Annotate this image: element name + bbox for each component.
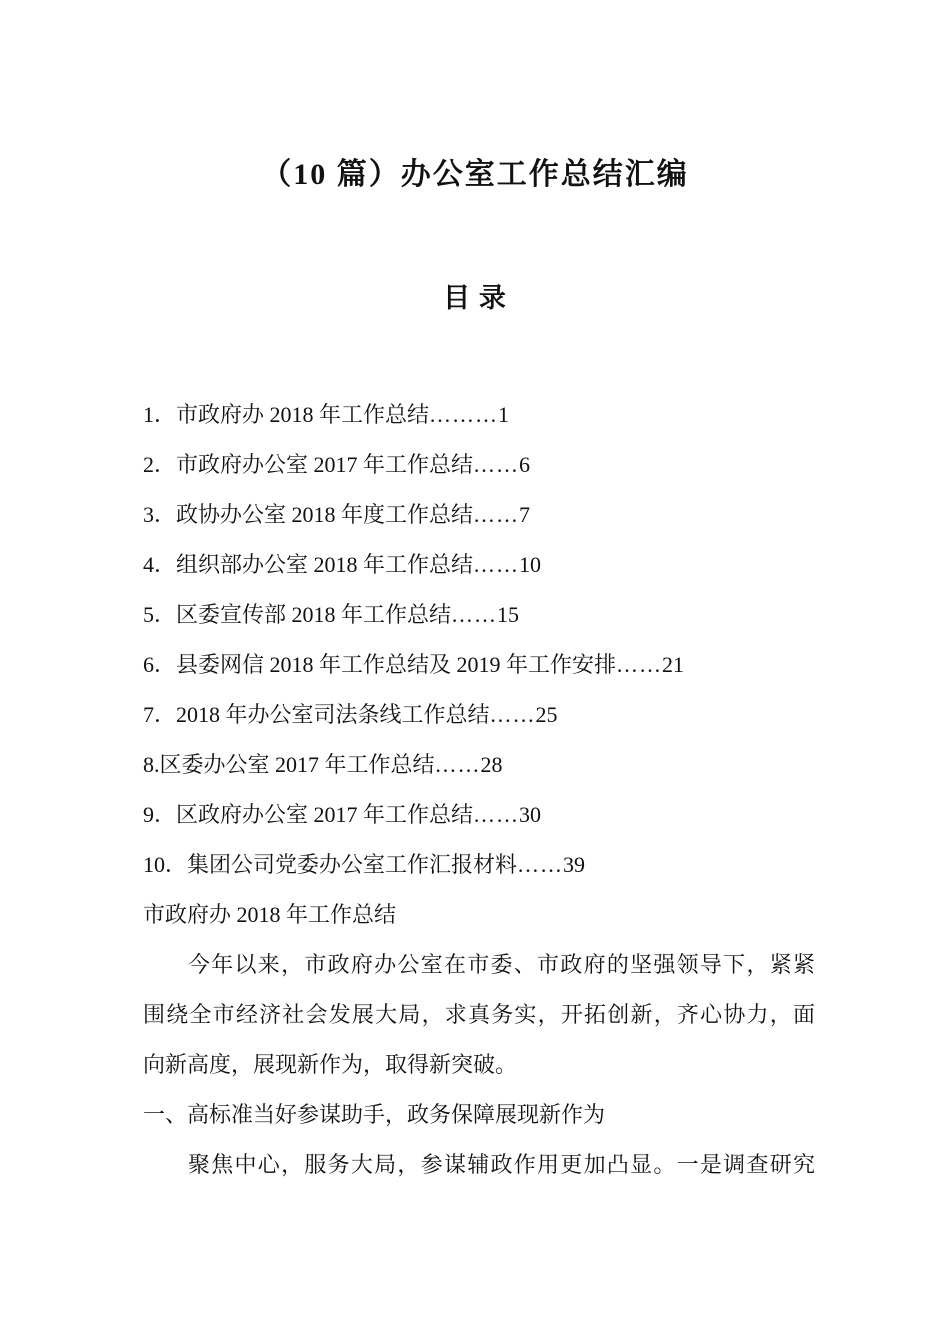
toc-page-number: 6: [519, 452, 531, 477]
toc-page-number: 7: [519, 502, 531, 527]
toc-item: [143, 490, 815, 540]
toc-page-number: 25: [535, 702, 558, 727]
toc-page-number: 10: [519, 552, 542, 577]
toc-item: [143, 540, 815, 590]
toc-item: [143, 790, 815, 840]
toc-item-text: 1．市政府办 2018 年工作总结: [143, 402, 430, 427]
toc-item-text: 4．组织部办公室 2018 年工作总结: [143, 552, 474, 577]
toc-leader-dots: ……: [473, 452, 520, 477]
toc-item: [143, 390, 815, 440]
toc-heading: 目 录: [443, 283, 507, 313]
toc-leader-dots: ……: [451, 602, 498, 627]
toc-item: [143, 640, 815, 690]
toc-item-text: 7．2018 年办公室司法条线工作总结: [143, 702, 490, 727]
section-heading: 一、高标准当好参谋助手，政务保障展现新作为: [143, 1102, 606, 1127]
paragraph-line: 围绕全市经济社会发展大局，求真务实，开拓创新，齐心协力，面: [143, 1002, 815, 1027]
toc-item-text: 10．集团公司党委办公室工作汇报材料: [143, 852, 518, 877]
toc-page-number: 15: [497, 602, 520, 627]
document-title: （10 篇）办公室工作总结汇编: [261, 158, 689, 191]
toc-item-text: 3．政协办公室 2018 年度工作总结: [143, 502, 474, 527]
toc-item: [143, 590, 815, 640]
toc-item-text: 6．县委网信 2018 年工作总结及 2019 年工作安排: [143, 652, 617, 677]
toc-leader-dots: ……: [489, 702, 536, 727]
toc-leader-dots: ………: [429, 402, 499, 427]
toc-page-number: 28: [480, 752, 503, 777]
toc-page-number: 21: [662, 652, 685, 677]
paragraph-line: 向新高度，展现新作为，取得新突破。: [143, 1052, 518, 1077]
toc-page-number: 1: [498, 402, 510, 427]
paragraph-line: 聚焦中心，服务大局，参谋辅政作用更加凸显。一是调查研究: [188, 1152, 815, 1177]
toc-item: [143, 690, 815, 740]
toc-item-text: 5．区委宣传部 2018 年工作总结: [143, 602, 452, 627]
document-content: [143, 390, 815, 1190]
toc-item-text: 2．市政府办公室 2017 年工作总结: [143, 452, 474, 477]
article-title: 市政府办 2018 年工作总结: [143, 902, 397, 927]
toc-item: [143, 440, 815, 490]
toc-item: [143, 740, 815, 790]
toc-leader-dots: ……: [473, 802, 520, 827]
toc-page-number: 39: [563, 852, 586, 877]
toc-item-text: 9．区政府办公室 2017 年工作总结: [143, 802, 474, 827]
toc-page-number: 30: [519, 802, 542, 827]
toc-leader-dots: ……: [473, 502, 520, 527]
toc-leader-dots: ……: [517, 852, 564, 877]
toc-leader-dots: ……: [473, 552, 520, 577]
paragraph-line: 今年以来，市政府办公室在市委、市政府的坚强领导下，紧紧: [188, 952, 815, 977]
toc-leader-dots: ……: [434, 752, 481, 777]
toc-leader-dots: ……: [616, 652, 663, 677]
toc-item-text: 8.区委办公室 2017 年工作总结: [143, 752, 435, 777]
toc-item: [143, 840, 815, 890]
